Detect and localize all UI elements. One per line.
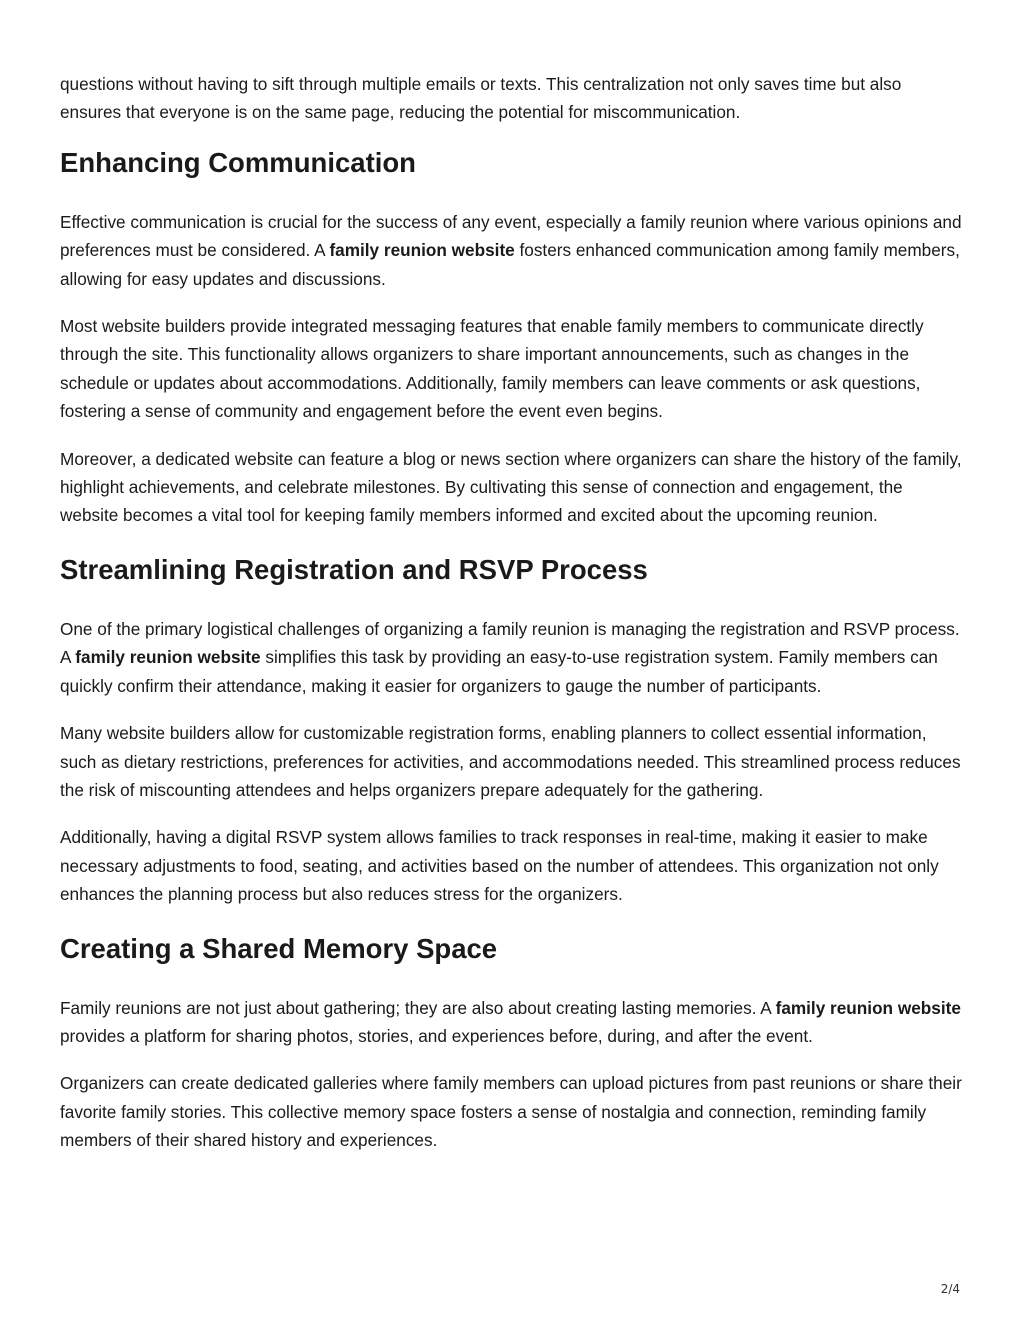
memory-paragraph-1	[60, 994, 965, 1051]
page-number: 2/4	[940, 1282, 960, 1296]
intro-paragraph: questions without having to sift through multiple emails or texts. This centralization not only saves time but also ensures that everyone is on the same page, reducing the potential for miscommunication.	[60, 74, 902, 123]
section-heading-registration: Streamlining Registration and RSVP Process	[60, 553, 648, 585]
document-page	[60, 70, 965, 1174]
communication-paragraph-3: Moreover, a dedicated website can feature a blog or news section where organizers can share the history of the family, highlight achievements, and celebrate milestones. By cultivating this sense of connection and engagement, the website becomes a vital tool for keeping family members informed and excited about the upcoming reunion.	[60, 448, 962, 526]
communication-paragraph-2: Most website builders provide integrated messaging features that enable family members to communicate directly through the site. This functionality allows organizers to share important announcements, such as changes in the schedule or updates about accommodations. Additionally, family members can leave comments or ask questions, fostering a sense of community and engagement before the event even begins.	[60, 316, 924, 422]
registration-paragraph-1	[60, 615, 965, 700]
registration-p1-text-a: One of the primary logistical challenges of organizing a family reunion is managing the registration and RSVP process. A	[60, 618, 960, 668]
registration-p1-text-b: simplifies this task by providing an easy-to-use registration system. Family members can quickly confirm their attendance, making it easier for organizers to gauge the number of participants.	[60, 647, 938, 696]
memory-p1-bold: family reunion website	[775, 997, 961, 1018]
memory-paragraph-2: Organizers can create dedicated galleries where family members can upload pictures from past reunions or share their favorite family stories. This collective memory space fosters a sense of nostalgia and connection, reminding family members of their shared history and experiences.	[60, 1073, 962, 1151]
section-heading-memory: Creating a Shared Memory Space	[60, 932, 498, 964]
memory-p1-text-b: provides a platform for sharing photos, stories, and experiences before, during, and after the event.	[60, 1025, 813, 1046]
communication-p1-bold: family reunion website	[329, 240, 515, 261]
communication-paragraph-1	[60, 208, 965, 293]
communication-p1-text-a: Effective communication is crucial for the success of any event, especially a family reunion where various opinions and preferences must be considered. A	[60, 211, 962, 261]
memory-p1-text-a: Family reunions are not just about gathering; they are also about creating lasting memories. A	[60, 997, 776, 1018]
registration-p1-bold: family reunion website	[75, 647, 261, 668]
registration-paragraph-2: Many website builders allow for customizable registration forms, enabling planners to collect essential information, such as dietary restrictions, preferences for activities, and accommodations needed. This streamlined process reduces the risk of miscounting attendees and helps organizers prepare adequately for the gathering.	[60, 723, 961, 800]
section-heading-communication: Enhancing Communication	[60, 146, 416, 178]
communication-p1-text-b: fosters enhanced communication among family members, allowing for easy updates and discussions.	[60, 240, 960, 289]
registration-paragraph-3: Additionally, having a digital RSVP system allows families to track responses in real-time, making it easier to make necessary adjustments to food, seating, and activities based on the number of attendees. This organization not only enhances the planning process but also reduces stress for the organizers.	[60, 827, 939, 905]
